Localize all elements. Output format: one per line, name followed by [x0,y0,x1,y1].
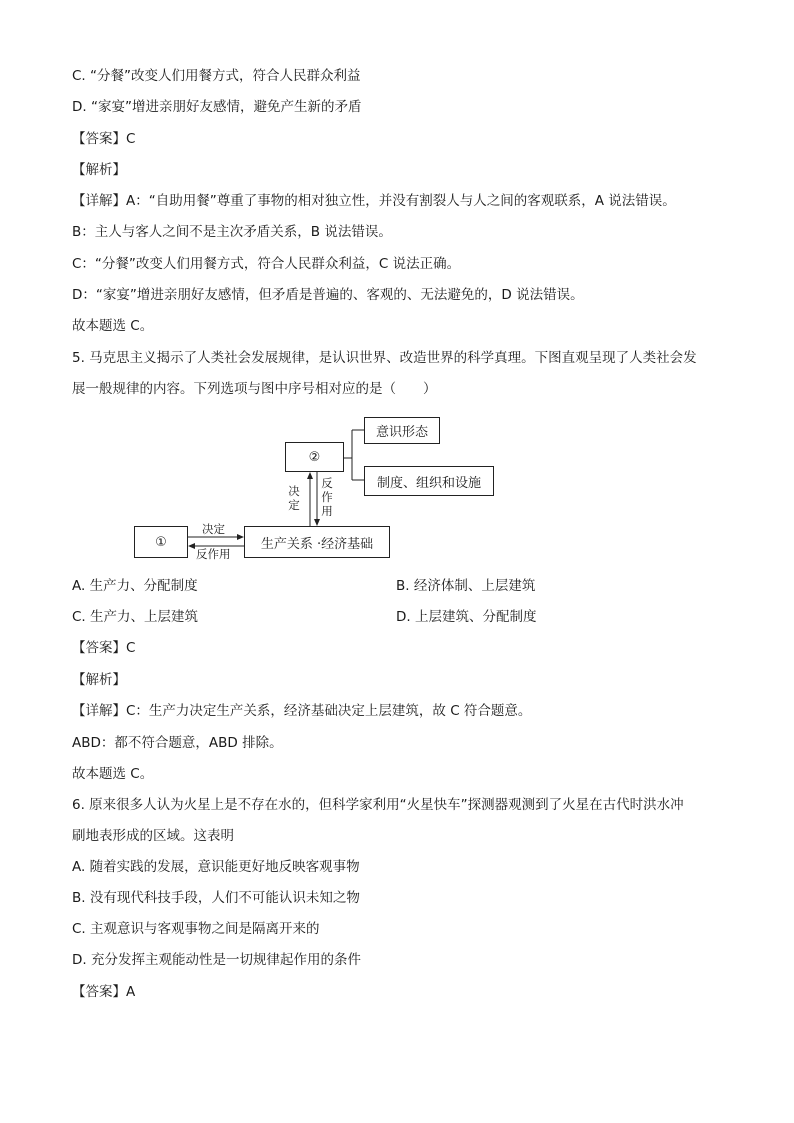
q4-answer: 【答案】C [72,131,136,147]
q5-conclusion: 故本题选 C。 [72,766,154,782]
q4-option-d: D. “家宴”增进亲朋好友感情，避免产生新的矛盾 [72,99,362,115]
q4-analysis-heading: 【解析】 [72,162,126,178]
label-determine-vertical: 决 定 [288,484,300,512]
q6-stem-line-2: 刷地表形成的区域。这表明 [72,828,234,844]
q6-option-c: C. 主观意识与客观事物之间是隔离开来的 [72,921,320,937]
q4-option-c: C. “分餐”改变人们用餐方式，符合人民群众利益 [72,68,361,84]
q5-stem-line-2: 展一般规律的内容。下列选项与图中序号相对应的是（ ） [72,381,437,397]
box-institutions: 制度、组织和设施 [364,466,494,496]
q5-detail-c: 【详解】C：生产力决定生产关系，经济基础决定上层建筑，故 C 符合题意。 [72,703,532,719]
q5-option-d: D. 上层建筑、分配制度 [396,609,537,625]
label-determine-horizontal: 决定 [202,522,225,536]
box-economic-base: 生产关系 ·经济基础 [244,526,390,558]
box-superstructure: ② [285,442,344,472]
q4-detail-b: B：主人与客人之间不是主次矛盾关系，B 说法错误。 [72,224,392,240]
q5-diagram [130,412,510,572]
q5-option-a: A. 生产力、分配制度 [72,578,198,594]
q5-stem-line-1: 5. 马克思主义揭示了人类社会发展规律，是认识世界、改造世界的科学真理。下图直观呈现了人类社会发 [72,350,697,366]
q4-detail-d: D：“家宴”增进亲朋好友感情，但矛盾是普遍的、客观的、无法避免的，D 说法错误。 [72,287,584,303]
q5-detail-abd: ABD：都不符合题意，ABD 排除。 [72,735,283,751]
q4-detail-c: C：“分餐”改变人们用餐方式，符合人民群众利益，C 说法正确。 [72,256,461,272]
label-react-horizontal: 反作用 [196,547,231,561]
box-ideology: 意识形态 [364,417,440,444]
q5-analysis-heading: 【解析】 [72,672,126,688]
label-react-vertical: 反 作 用 [321,476,333,518]
q6-answer: 【答案】A [72,984,136,1000]
q5-option-b: B. 经济体制、上层建筑 [396,578,536,594]
box-productive-forces: ① [134,526,188,558]
q6-option-b: B. 没有现代科技手段，人们不可能认识未知之物 [72,890,360,906]
q4-conclusion: 故本题选 C。 [72,318,154,334]
q5-answer: 【答案】C [72,640,136,656]
q6-stem-line-1: 6. 原来很多人认为火星上是不存在水的，但科学家利用“火星快车”探测器观测到了火星在古代时洪水冲 [72,797,684,813]
q5-option-c: C. 生产力、上层建筑 [72,609,199,625]
q6-option-d: D. 充分发挥主观能动性是一切规律起作用的条件 [72,952,361,968]
q6-option-a: A. 随着实践的发展，意识能更好地反映客观事物 [72,859,360,875]
q4-detail-a: 【详解】A：“自助用餐”尊重了事物的相对独立性，并没有割裂人与人之间的客观联系，A 说法错误。 [72,193,676,209]
